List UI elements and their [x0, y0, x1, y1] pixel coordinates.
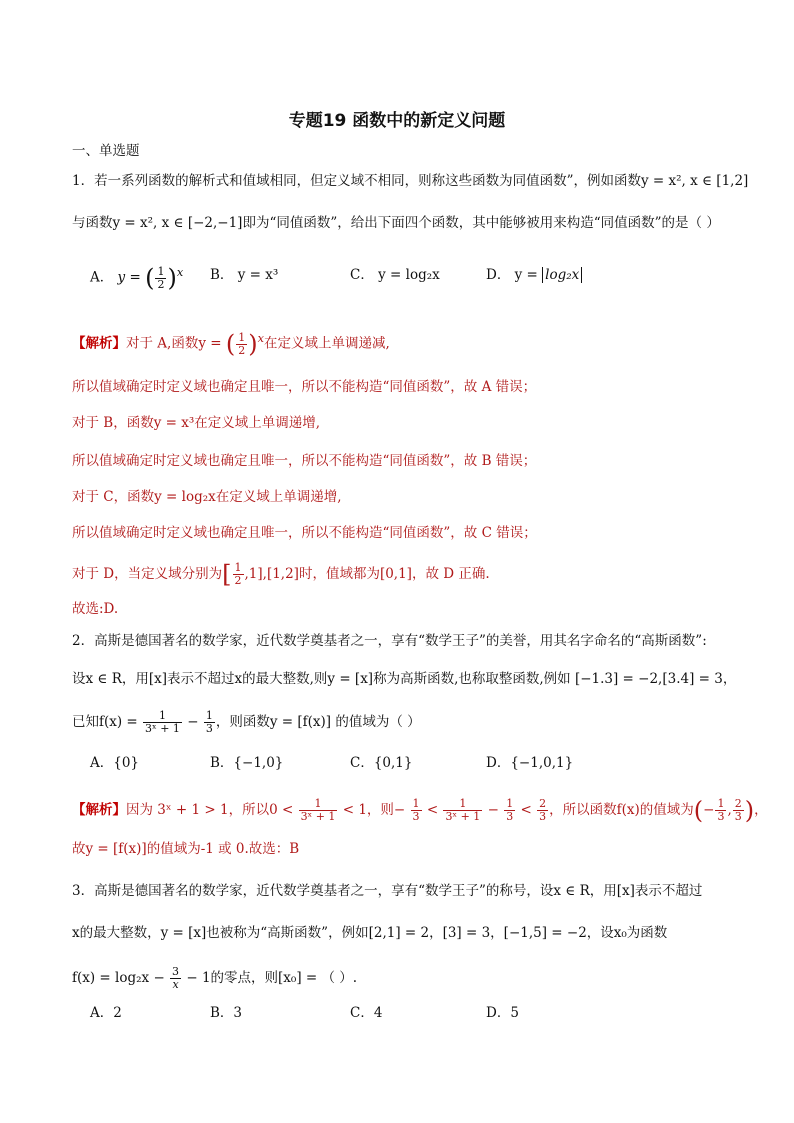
q1-solution-fraction: $\frac{1}{2}$: [238, 330, 246, 357]
q2-option-a: A．{0}: [90, 755, 140, 771]
q3-stem-line2: x的最大整数，y = [x]也被称为“高斯函数”，例如[2,1] = 2，[3] = 3，[−1,5] = −2，设x₀为函数: [72, 925, 668, 941]
q1-stem-line2: 与函数y = x², x ∈ [−2,−1]即为“同值函数”，给出下面四个函数，其中能够被用来构造“同值函数”的是（ ）: [72, 215, 720, 231]
q3-option-d: D．5: [486, 1005, 519, 1021]
q1-option-d-abs: log₂x: [542, 267, 582, 283]
q1-option-a: A． y = ( $\frac{1}{2}$ )$^x$: [90, 264, 184, 292]
q1-solution-interval-fraction: $\frac{1}{2}$: [234, 561, 242, 587]
q3-option-c: C．4: [350, 1005, 383, 1021]
q1-solution-line7: 对于 D，当定义域分别为[ $\frac{1}{2}$ ,1],[1,2]时，值域都为[0,1]，故 D 正确.: [72, 560, 490, 589]
q2-option-d: D．{−1,0,1}: [486, 755, 574, 771]
q1-solution-tag: 【解析】: [72, 335, 126, 352]
q2-stem-line1: 2．高斯是德国著名的数学家，近代数学奠基者之一，享有“数学王子”的美誉，用其名字命名的“高斯函数”:: [72, 633, 707, 649]
q1-option-b: B． y = x³: [210, 267, 279, 283]
q1-option-d: [486, 266, 582, 284]
q2-solution-line1: 【解析】因为 3ˣ + 1 > 1，所以0 < $\frac{1}{\text{3ˣ + 1}}$ < 1，则− $\frac{1}{3}$ < $\frac{1}{\text{3ˣ + 1}}$ − $\frac{1}{3}$ < $\frac{2}{3}$ ，所以函数f(x)的值域为(− $\frac{1}{3}$ , $\frac{2}{3}$ )，: [72, 796, 768, 825]
q2-stem-fraction-b: $\frac{1}{3}$: [205, 709, 213, 735]
q2-stem-fraction-a: $\frac{1}{\text{3ˣ + 1}}$: [145, 709, 180, 735]
q3-stem-fraction: $\frac{3}{x}$: [172, 965, 180, 991]
q1-solution-line6: 所以值域确定时定义域也确定且唯一，所以不能构造“同值函数”，故 C 错误；: [72, 525, 537, 541]
q1-solution-line4: 所以值域确定时定义域也确定且唯一，所以不能构造“同值函数”，故 B 错误；: [72, 453, 537, 469]
q2-option-b: B．{−1,0}: [210, 755, 284, 771]
q2-solution-tag: 【解析】: [72, 802, 126, 818]
q3-stem-line3: f(x) = log₂x − $\frac{3}{x}$ − 1的零点，则[x₀] = （ ）.: [72, 965, 358, 991]
q1-option-a-label: A．: [90, 269, 114, 286]
q1-solution-line8: 故选:D.: [72, 601, 119, 617]
q2-stem-line3: 已知f(x) = $\frac{1}{\text{3ˣ + 1}}$ − $\frac{1}{3}$ ，则函数y = [f(x)] 的值域为（ ）: [72, 709, 421, 735]
q1-option-c: C． y = log₂x: [350, 267, 440, 283]
q2-solution-line2: 故y = [f(x)]的值域为-1 或 0.故选：B: [72, 841, 300, 857]
section-heading: 一、单选题: [72, 143, 140, 159]
q1-solution-line2: 所以值域确定时定义域也确定且唯一，所以不能构造“同值函数”，故 A 错误；: [72, 379, 537, 395]
q1-solution-line5: 对于 C，函数y = log₂x在定义域上单调递增,: [72, 489, 342, 505]
q3-option-b: B．3: [210, 1005, 243, 1021]
q1-option-d-label: D． y =: [486, 267, 543, 283]
q3-option-a: A．2: [90, 1005, 122, 1021]
q1-solution-line3: 对于 B，函数y = x³在定义域上单调递增,: [72, 415, 321, 431]
page-title: 专题19 函数中的新定义问题: [288, 111, 506, 131]
q1-solution-line1: 【解析】对于 A,函数y = ( $\frac{1}{2}$ )$^x$在定义域上单调递减,: [72, 330, 390, 358]
q1-option-a-fraction: $\frac{1}{2}$: [157, 264, 165, 291]
q2-option-c: C．{0,1}: [350, 755, 413, 771]
q2-stem-line2: 设x ∈ R，用[x]表示不超过x的最大整数,则y = [x]称为高斯函数,也称取整函数,例如 [−1.3] = −2,[3.4] = 3，: [72, 671, 737, 687]
q1-option-a-lhs: y =: [117, 269, 146, 286]
q1-stem-line1: 1．若一系列函数的解析式和值域相同，但定义域不相同，则称这些函数为同值函数”，例如函数y = x², x ∈ [1,2]: [72, 173, 749, 189]
q3-stem-line1: 3．高斯是德国著名的数学家，近代数学奠基者之一，享有“数学王子”的称号，设x ∈ R，用[x]表示不超过: [72, 883, 703, 899]
q1-option-a-exponent: x: [176, 266, 184, 279]
